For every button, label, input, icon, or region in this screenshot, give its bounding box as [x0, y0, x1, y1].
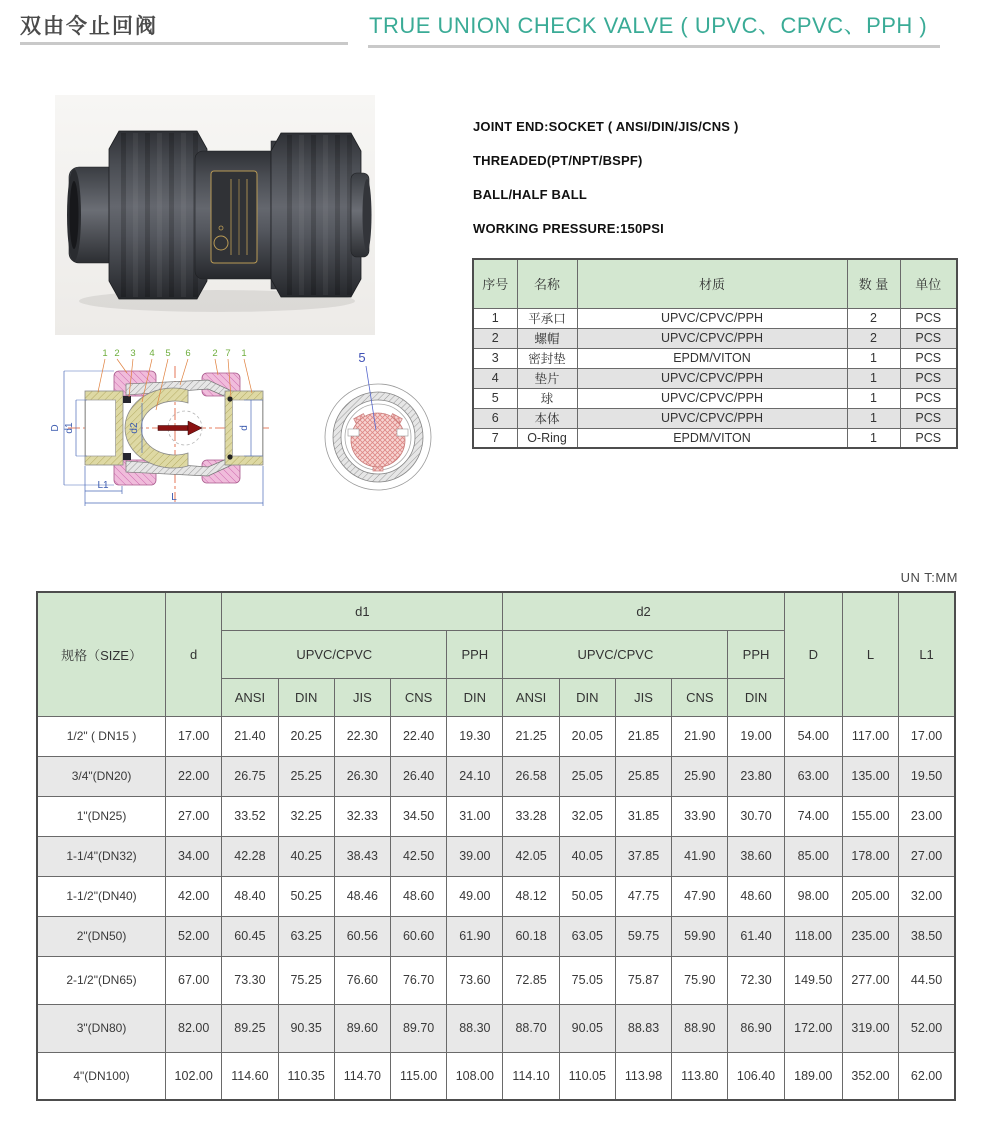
table-cell: 21.25 — [503, 716, 559, 756]
table-cell: 2"(DN50) — [37, 916, 166, 956]
dims-col-D: D — [784, 592, 842, 716]
table-cell: 60.18 — [503, 916, 559, 956]
table-cell: 密封垫 — [517, 348, 577, 368]
table-cell: 42.50 — [390, 836, 446, 876]
table-cell: PCS — [900, 408, 957, 428]
table-cell: 75.87 — [615, 956, 671, 1004]
table-cell: 21.90 — [672, 716, 728, 756]
table-cell: 89.70 — [390, 1004, 446, 1052]
callout-1b: 1 — [241, 348, 247, 359]
unit-note: UN T:MM — [900, 570, 958, 585]
callout-2b: 2 — [212, 348, 218, 359]
table-cell: 74.00 — [784, 796, 842, 836]
dims-d2-upvc-cpvc: UPVC/CPVC — [503, 630, 728, 678]
table-cell: 26.40 — [390, 756, 446, 796]
table-cell: 本体 — [517, 408, 577, 428]
dims-d1-pph: PPH — [447, 630, 503, 678]
table-cell: 33.52 — [222, 796, 278, 836]
table-cell: 76.70 — [390, 956, 446, 1004]
table-cell: 22.30 — [334, 716, 390, 756]
table-cell: 40.25 — [278, 836, 334, 876]
table-cell: 63.00 — [784, 756, 842, 796]
table-cell: 1 — [847, 408, 900, 428]
table-cell: 89.25 — [222, 1004, 278, 1052]
table-cell: 4 — [473, 368, 517, 388]
table-cell: 42.05 — [503, 836, 559, 876]
table-cell: 155.00 — [842, 796, 898, 836]
table-cell: 33.28 — [503, 796, 559, 836]
table-cell: 螺帽 — [517, 328, 577, 348]
table-cell: 277.00 — [842, 956, 898, 1004]
table-cell: 1 — [847, 348, 900, 368]
page-title-en: TRUE UNION CHECK VALVE ( UPVC、CPVC、PPH ) — [369, 13, 928, 38]
table-cell: UPVC/CPVC/PPH — [577, 308, 847, 328]
dim-label-L1: L1 — [97, 480, 109, 491]
table-cell: 2 — [473, 328, 517, 348]
table-cell: 17.00 — [899, 716, 955, 756]
table-cell: 1 — [847, 428, 900, 448]
table-cell: 59.90 — [672, 916, 728, 956]
table-cell: 82.00 — [166, 1004, 222, 1052]
table-cell: 1 — [847, 388, 900, 408]
parts-col-material: 材质 — [577, 259, 847, 308]
dim-label-d2: d2 — [129, 422, 140, 434]
dims-d1-upvc-cpvc: UPVC/CPVC — [222, 630, 447, 678]
table-cell: 3"(DN80) — [37, 1004, 166, 1052]
table-cell: 39.00 — [447, 836, 503, 876]
table-cell: 23.80 — [728, 756, 784, 796]
table-cell: 76.60 — [334, 956, 390, 1004]
table-cell: 23.00 — [899, 796, 955, 836]
table-cell: 63.25 — [278, 916, 334, 956]
table-cell: 26.58 — [503, 756, 559, 796]
table-cell: 25.25 — [278, 756, 334, 796]
table-cell: 26.30 — [334, 756, 390, 796]
table-cell: 34.50 — [390, 796, 446, 836]
table-row — [37, 836, 955, 876]
table-cell: 垫片 — [517, 368, 577, 388]
callout-4: 4 — [149, 348, 155, 359]
dims-d2-ansi: ANSI — [503, 678, 559, 716]
table-cell: 235.00 — [842, 916, 898, 956]
table-cell: 90.35 — [278, 1004, 334, 1052]
table-cell: 47.90 — [672, 876, 728, 916]
callout-5: 5 — [165, 348, 171, 359]
dims-col-d: d — [166, 592, 222, 716]
callout-2a: 2 — [114, 348, 120, 359]
table-cell: 2-1/2"(DN65) — [37, 956, 166, 1004]
table-cell: 2 — [847, 328, 900, 348]
table-row — [37, 716, 955, 756]
table-cell: 33.90 — [672, 796, 728, 836]
dims-d1-ansi: ANSI — [222, 678, 278, 716]
table-cell: 32.25 — [278, 796, 334, 836]
right-union-nut — [271, 133, 361, 297]
table-cell: 115.00 — [390, 1052, 446, 1100]
table-cell: UPVC/CPVC/PPH — [577, 388, 847, 408]
brand-label — [211, 171, 257, 263]
end-view — [325, 350, 431, 490]
table-cell: 38.60 — [728, 836, 784, 876]
title-underline-left — [20, 42, 348, 45]
table-cell: 6 — [473, 408, 517, 428]
callout-1a: 1 — [102, 348, 108, 359]
table-cell: 63.05 — [559, 916, 615, 956]
callout-numbers — [102, 348, 246, 359]
table-cell: 19.00 — [728, 716, 784, 756]
valve-photo-svg — [55, 95, 375, 335]
table-row — [37, 796, 955, 836]
dim-label-D: D — [50, 424, 61, 432]
table-cell: 98.00 — [784, 876, 842, 916]
parts-col-qty: 数 量 — [847, 259, 900, 308]
table-cell: 72.85 — [503, 956, 559, 1004]
table-cell: 88.83 — [615, 1004, 671, 1052]
table-cell: 89.60 — [334, 1004, 390, 1052]
table-cell: 60.56 — [334, 916, 390, 956]
dim-label-d1: d1 — [64, 422, 75, 434]
table-cell: 106.40 — [728, 1052, 784, 1100]
table-cell: 4"(DN100) — [37, 1052, 166, 1100]
dims-group-d2: d2 — [503, 592, 784, 630]
dims-d1-pph-din: DIN — [447, 678, 503, 716]
table-cell: 1"(DN25) — [37, 796, 166, 836]
dims-d1-jis: JIS — [334, 678, 390, 716]
parts-col-index: 序号 — [473, 259, 517, 308]
callout-3: 3 — [130, 348, 136, 359]
table-cell: 32.05 — [559, 796, 615, 836]
table-cell: 72.30 — [728, 956, 784, 1004]
table-row — [37, 916, 955, 956]
table-cell: PCS — [900, 348, 957, 368]
table-cell: 110.05 — [559, 1052, 615, 1100]
table-cell: 20.05 — [559, 716, 615, 756]
table-cell: 59.75 — [615, 916, 671, 956]
spec-threaded: THREADED(PT/NPT/BSPF) — [473, 153, 643, 168]
dim-label-d: d — [239, 425, 250, 431]
table-cell: 25.05 — [559, 756, 615, 796]
table-cell: 49.00 — [447, 876, 503, 916]
table-cell: 38.43 — [334, 836, 390, 876]
end-view-callout: 5 — [358, 350, 366, 365]
table-cell: 102.00 — [166, 1052, 222, 1100]
table-cell: 7 — [473, 428, 517, 448]
table-cell: 135.00 — [842, 756, 898, 796]
table-cell: 60.45 — [222, 916, 278, 956]
table-cell: 27.00 — [899, 836, 955, 876]
table-cell: 90.05 — [559, 1004, 615, 1052]
table-cell: 75.90 — [672, 956, 728, 1004]
table-cell: 42.28 — [222, 836, 278, 876]
table-row — [473, 348, 957, 368]
table-cell: 86.90 — [728, 1004, 784, 1052]
dims-col-size: 规格（SIZE） — [37, 592, 166, 716]
table-cell: 113.98 — [615, 1052, 671, 1100]
table-cell: 5 — [473, 388, 517, 408]
table-cell: 60.60 — [390, 916, 446, 956]
table-cell: EPDM/VITON — [577, 348, 847, 368]
table-cell: 26.75 — [222, 756, 278, 796]
table-cell: 114.70 — [334, 1052, 390, 1100]
table-cell: 75.25 — [278, 956, 334, 1004]
spec-ball: BALL/HALF BALL — [473, 187, 587, 202]
dims-d1-din: DIN — [278, 678, 334, 716]
dims-d2-din: DIN — [559, 678, 615, 716]
table-cell: 19.50 — [899, 756, 955, 796]
table-cell: 88.30 — [447, 1004, 503, 1052]
table-cell: 20.25 — [278, 716, 334, 756]
spec-pressure: WORKING PRESSURE:150PSI — [473, 221, 664, 236]
dims-d2-pph: PPH — [728, 630, 784, 678]
table-cell: 61.90 — [447, 916, 503, 956]
parts-header-row — [473, 259, 957, 308]
table-cell: 32.00 — [899, 876, 955, 916]
table-cell: 47.75 — [615, 876, 671, 916]
table-cell: 38.50 — [899, 916, 955, 956]
table-cell: PCS — [900, 388, 957, 408]
table-cell: 108.00 — [447, 1052, 503, 1100]
table-cell: 41.90 — [672, 836, 728, 876]
table-cell: 54.00 — [784, 716, 842, 756]
dim-label-L: L — [171, 492, 177, 503]
table-cell: UPVC/CPVC/PPH — [577, 328, 847, 348]
table-cell: 352.00 — [842, 1052, 898, 1100]
table-cell: 50.25 — [278, 876, 334, 916]
table-cell: 52.00 — [899, 1004, 955, 1052]
table-row — [37, 756, 955, 796]
table-cell: 114.60 — [222, 1052, 278, 1100]
table-cell: 48.40 — [222, 876, 278, 916]
callout-6: 6 — [185, 348, 191, 359]
table-cell: PCS — [900, 428, 957, 448]
parts-table — [472, 258, 958, 449]
dims-d1-cns: CNS — [390, 678, 446, 716]
table-row — [37, 1004, 955, 1052]
table-cell: 205.00 — [842, 876, 898, 916]
dims-d2-pph-din: DIN — [728, 678, 784, 716]
table-cell: 25.90 — [672, 756, 728, 796]
right-socket — [351, 173, 372, 257]
dims-col-L: L — [842, 592, 898, 716]
table-cell: 62.00 — [899, 1052, 955, 1100]
table-cell: 44.50 — [899, 956, 955, 1004]
table-row — [473, 408, 957, 428]
table-cell: 118.00 — [784, 916, 842, 956]
dims-d2-jis: JIS — [615, 678, 671, 716]
table-cell: 50.05 — [559, 876, 615, 916]
table-row — [37, 876, 955, 916]
table-cell: 149.50 — [784, 956, 842, 1004]
table-cell: 319.00 — [842, 1004, 898, 1052]
table-cell: 61.40 — [728, 916, 784, 956]
table-row — [473, 388, 957, 408]
table-cell: 3/4"(DN20) — [37, 756, 166, 796]
table-cell: PCS — [900, 368, 957, 388]
table-cell: 73.30 — [222, 956, 278, 1004]
table-row — [37, 1052, 955, 1100]
table-cell: 25.85 — [615, 756, 671, 796]
table-cell: 114.10 — [503, 1052, 559, 1100]
title-underline-right — [368, 45, 940, 48]
table-cell: 17.00 — [166, 716, 222, 756]
table-cell: 22.00 — [166, 756, 222, 796]
table-cell: 平承口 — [517, 308, 577, 328]
table-cell: 40.05 — [559, 836, 615, 876]
table-cell: 30.70 — [728, 796, 784, 836]
table-row — [473, 428, 957, 448]
dimensions-table — [36, 591, 956, 1101]
table-cell: 34.00 — [166, 836, 222, 876]
table-row — [473, 368, 957, 388]
table-cell: 75.05 — [559, 956, 615, 1004]
parts-col-unit: 单位 — [900, 259, 957, 308]
table-cell: 1-1/2"(DN40) — [37, 876, 166, 916]
table-cell: 172.00 — [784, 1004, 842, 1052]
table-cell: 21.40 — [222, 716, 278, 756]
table-cell: 67.00 — [166, 956, 222, 1004]
table-cell: 1 — [847, 368, 900, 388]
table-cell: 48.46 — [334, 876, 390, 916]
dims-header-row-1 — [37, 592, 955, 630]
dims-d2-cns: CNS — [672, 678, 728, 716]
page-title-cn: 双由令止回阀 — [20, 15, 158, 38]
table-cell: 48.60 — [728, 876, 784, 916]
table-cell: 52.00 — [166, 916, 222, 956]
dims-group-d1: d1 — [222, 592, 503, 630]
spec-list — [473, 117, 739, 253]
table-cell: O-Ring — [517, 428, 577, 448]
table-cell: 1/2" ( DN15 ) — [37, 716, 166, 756]
technical-drawing — [30, 340, 460, 545]
table-cell: 113.80 — [672, 1052, 728, 1100]
table-cell: 27.00 — [166, 796, 222, 836]
table-cell: UPVC/CPVC/PPH — [577, 368, 847, 388]
table-cell: 32.33 — [334, 796, 390, 836]
product-photo — [55, 95, 375, 335]
left-union-nut — [109, 131, 207, 299]
table-cell: PCS — [900, 328, 957, 348]
table-cell: 48.60 — [390, 876, 446, 916]
table-cell: 178.00 — [842, 836, 898, 876]
table-cell: PCS — [900, 308, 957, 328]
table-cell: 31.00 — [447, 796, 503, 836]
table-cell: 42.00 — [166, 876, 222, 916]
table-cell: 24.10 — [447, 756, 503, 796]
table-cell: 2 — [847, 308, 900, 328]
table-row — [37, 956, 955, 1004]
table-cell: 48.12 — [503, 876, 559, 916]
cross-section-view — [50, 348, 272, 506]
table-cell: 88.90 — [672, 1004, 728, 1052]
table-cell: 189.00 — [784, 1052, 842, 1100]
table-cell: 19.30 — [447, 716, 503, 756]
table-cell: 73.60 — [447, 956, 503, 1004]
table-cell: 1 — [473, 308, 517, 328]
table-cell: 21.85 — [615, 716, 671, 756]
table-cell: 22.40 — [390, 716, 446, 756]
table-cell: 117.00 — [842, 716, 898, 756]
table-cell: 1-1/4"(DN32) — [37, 836, 166, 876]
table-row — [473, 328, 957, 348]
table-cell: 88.70 — [503, 1004, 559, 1052]
table-cell: 37.85 — [615, 836, 671, 876]
table-cell: 3 — [473, 348, 517, 368]
dims-col-L1: L1 — [899, 592, 955, 716]
table-cell: 85.00 — [784, 836, 842, 876]
table-cell: 110.35 — [278, 1052, 334, 1100]
spec-joint-end: JOINT END:SOCKET ( ANSI/DIN/JIS/CNS ) — [473, 119, 739, 134]
table-cell: EPDM/VITON — [577, 428, 847, 448]
parts-col-name: 名称 — [517, 259, 577, 308]
table-cell: 31.85 — [615, 796, 671, 836]
table-row — [473, 308, 957, 328]
table-cell: 球 — [517, 388, 577, 408]
table-cell: UPVC/CPVC/PPH — [577, 408, 847, 428]
callout-7: 7 — [225, 348, 231, 359]
